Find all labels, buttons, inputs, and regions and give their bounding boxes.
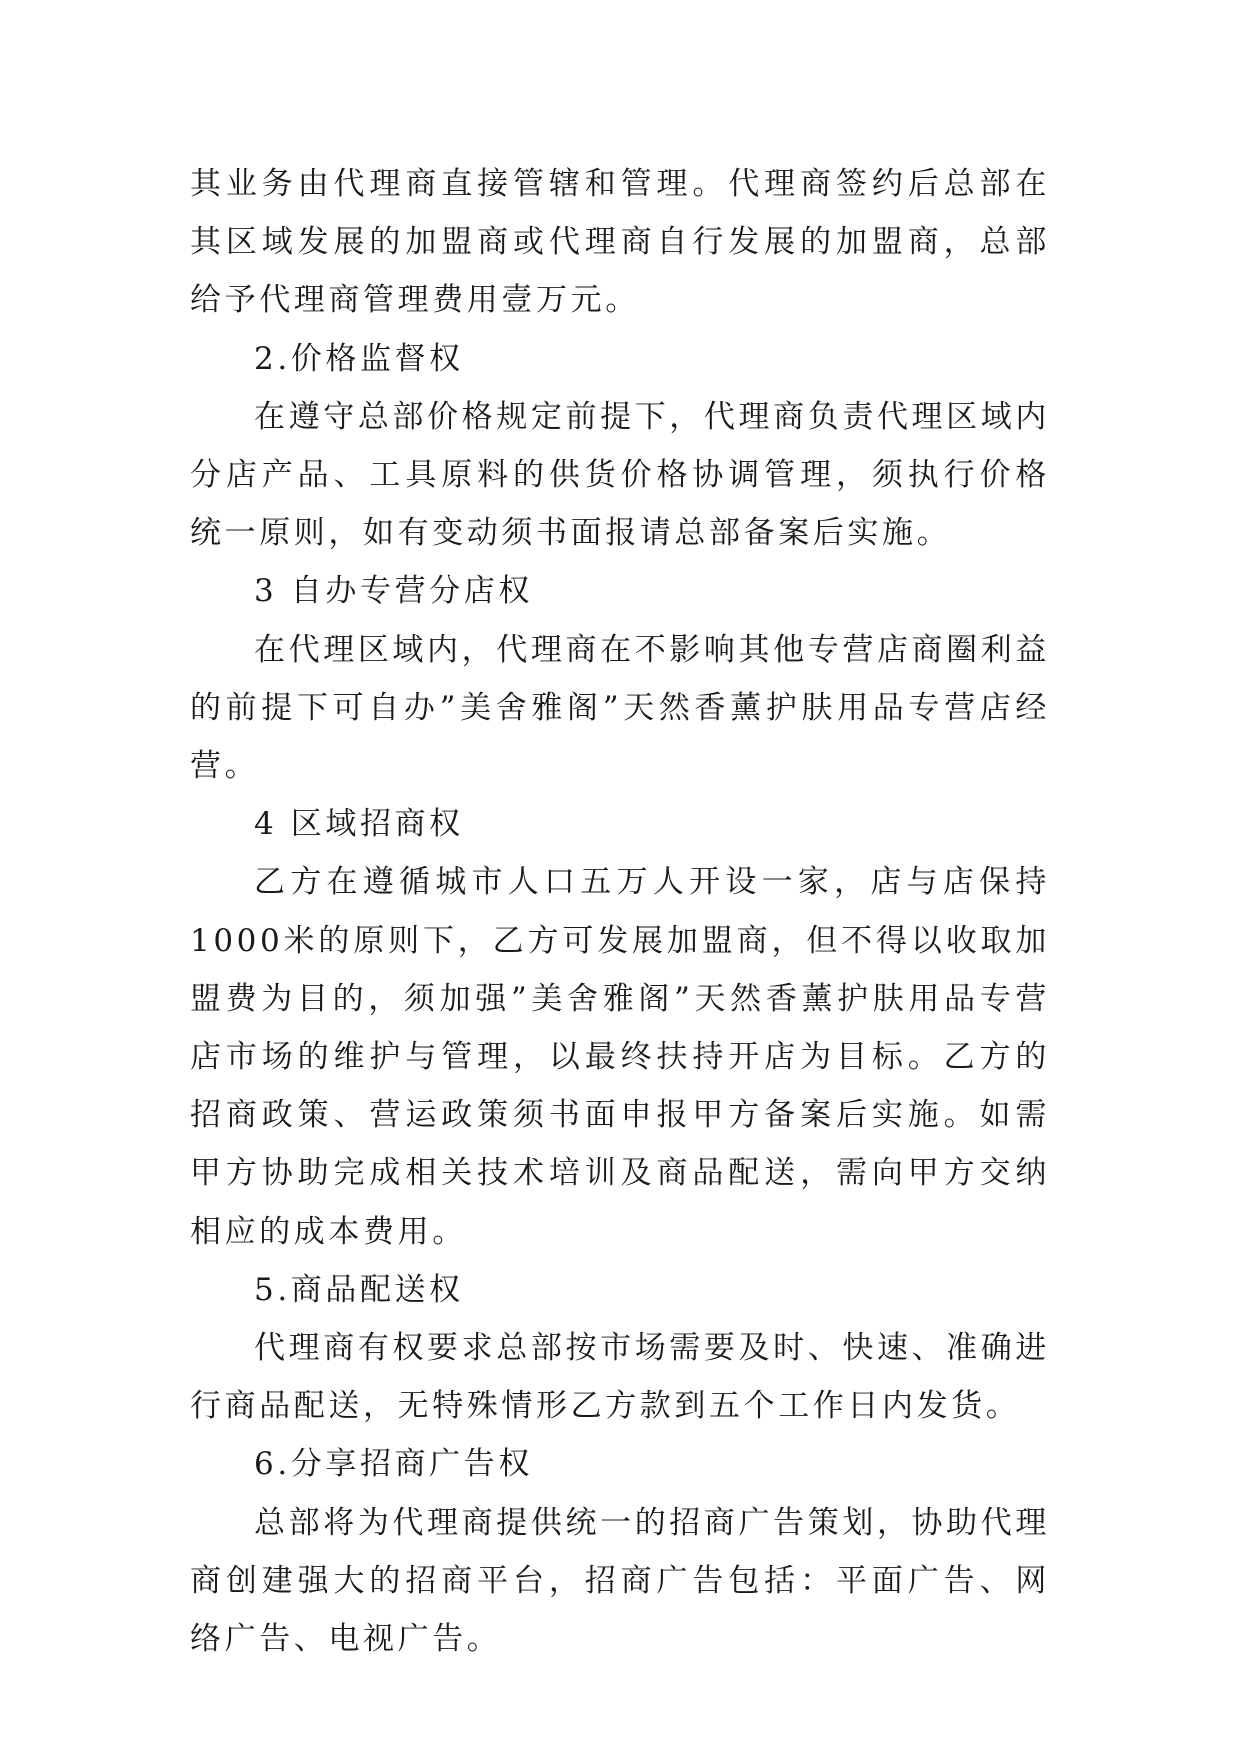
section-heading-price-supervision: 2.价格监督权 [254, 340, 464, 377]
section-heading-regional-franchising: 4 区域招商权 [254, 806, 464, 843]
section-heading-advertising: 6.分享招商广告权 [254, 1446, 533, 1483]
paragraph-regional-franchising: 乙方在遵循城市人口五万人开设一家，店与店保持 1000米的原则下，乙方可发展加盟商，但不得以收取加盟费为目的，须加强”美舍雅阁”天然香薰护肤用品专营店市场的维护与管理，以最终扶持开店为目标。乙方的招商政策、营运政策须书面申报甲方备案后实施。如需甲方协助完成相关技术培训及商品配送，需向甲方交纳相应的成本费用。 [190, 864, 1050, 1250]
paragraph-price-supervision: 在遵守总部价格规定前提下，代理商负责代理区域内分店产品、工具原料的供货价格协调管理，须执行价格统一原则，如有变动须书面报请总部备案后实施。 [190, 398, 1050, 552]
document-body [190, 155, 1050, 1668]
paragraph-own-store: 在代理区域内，代理商在不影响其他专营店商圈利益的前提下可自办”美舍雅阁”天然香薰护肤用品专营店经营。 [190, 631, 1050, 785]
paragraph-continuation: 其业务由代理商直接管辖和管理。代理商签约后总部在其区域发展的加盟商或代理商自行发展的加盟商，总部给予代理商管理费用壹万元。 [190, 166, 1050, 319]
section-heading-delivery: 5.商品配送权 [254, 1271, 464, 1308]
section-heading-own-store: 3 自办专营分店权 [254, 573, 533, 610]
paragraph-advertising: 总部将为代理商提供统一的招商广告策划，协助代理商创建强大的招商平台，招商广告包括：平面广告、网络广告、电视广告。 [190, 1504, 1050, 1658]
paragraph-delivery: 代理商有权要求总部按市场需要及时、快速、准确进行商品配送，无特殊情形乙方款到五个工作日内发货。 [190, 1330, 1050, 1425]
